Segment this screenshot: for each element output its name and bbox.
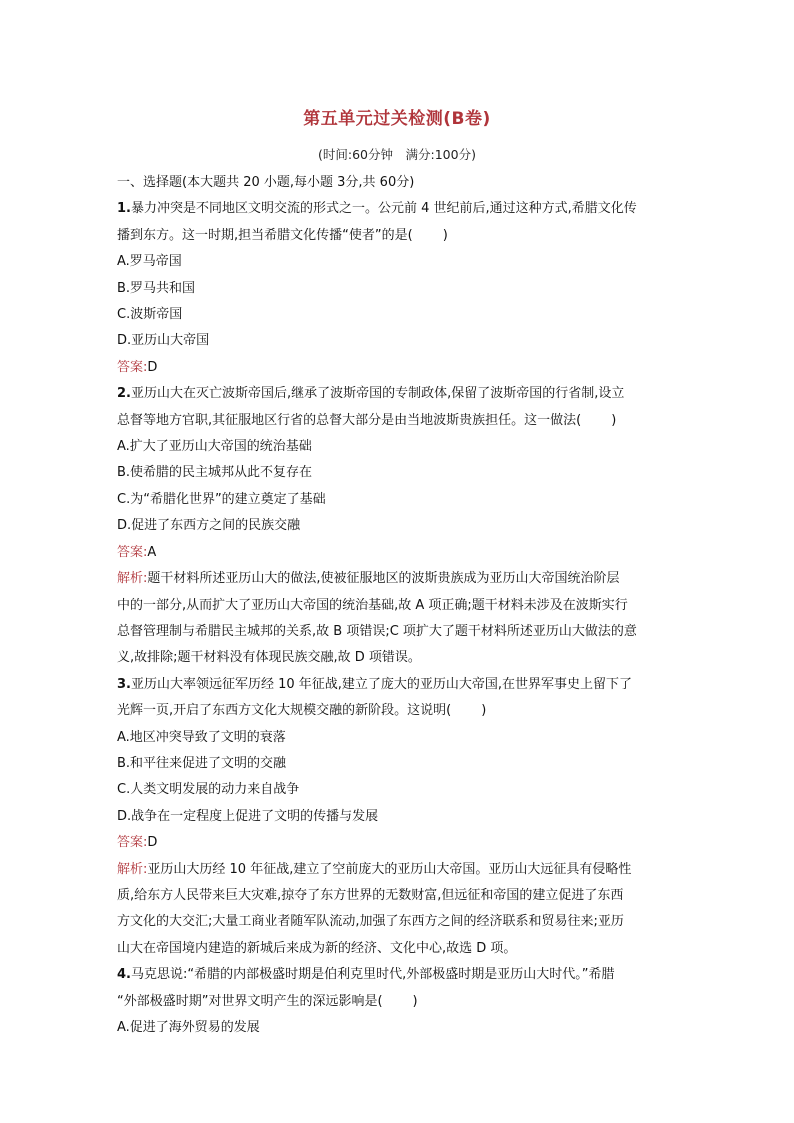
question-1-option-b: B.罗马共和国 — [117, 280, 196, 296]
analysis-label: 解析: — [117, 861, 148, 877]
answer-label: 答案: — [117, 544, 148, 560]
question-2-stem: 2.亚历山大在灭亡波斯帝国后,继承了波斯帝国的专制政体,保留了波斯帝国的行省制,设立 — [117, 386, 625, 402]
question-1-option-c: C.波斯帝国 — [117, 307, 183, 323]
question-4-stem: 4.马克思说:“希腊的内部极盛时期是伯利克里时代,外部极盛时期是亚历山大时代。”希腊 — [117, 967, 615, 983]
question-3-analysis-cont: 方文化的大交汇;大量工商业者随军队流动,加强了东西方之间的经济联系和贸易往来;亚历 — [117, 914, 624, 930]
question-number: 2. — [117, 386, 131, 402]
question-3-answer: 答案:D — [117, 835, 158, 851]
question-2-stem-cont: 总督等地方官职,其征服地区行省的总督大部分是由当地波斯贵族担任。这一做法( ) — [117, 412, 617, 428]
question-4-stem-cont: “外部极盛时期”对世界文明产生的深远影响是( ) — [117, 993, 418, 1009]
question-2-option-d: D.促进了东西方之间的民族交融 — [117, 518, 301, 534]
question-3-option-d: D.战争在一定程度上促进了文明的传播与发展 — [117, 808, 379, 824]
question-2-option-a: A.扩大了亚历山大帝国的统治基础 — [117, 439, 312, 455]
question-1-option-a: A.罗马帝国 — [117, 254, 182, 270]
question-1-stem-cont: 播到东方。这一时期,担当希腊文化传播“使者”的是( ) — [117, 227, 448, 243]
question-2-analysis-cont: 义,故排除;题干材料没有体现民族交融,故 D 项错误。 — [117, 650, 421, 666]
question-3-analysis-cont: 质,给东方人民带来巨大灾难,掠夺了东方世界的无数财富,但远征和帝国的建立促进了东西 — [117, 887, 624, 903]
question-number: 4. — [117, 967, 131, 983]
question-2-option-b: B.使希腊的民主城邦从此不复存在 — [117, 465, 313, 481]
question-3-stem-cont: 光辉一页,开启了东西方文化大规模交融的新阶段。这说明( ) — [117, 703, 487, 719]
analysis-label: 解析: — [117, 571, 148, 587]
question-3-stem: 3.亚历山大率领远征军历经 10 年征战,建立了庞大的亚历山大帝国,在世界军事史上留下了 — [117, 676, 633, 692]
section-heading: 一、选择题(本大题共 20 小题,每小题 3分,共 60分) — [117, 175, 415, 190]
question-list — [117, 170, 682, 1041]
page-title: 第五单元过关检测(B卷) — [303, 109, 491, 129]
exam-time-score: (时间:60分钟 满分:100分) — [318, 147, 476, 162]
question-1-stem: 1.暴力冲突是不同地区文明交流的形式之一。公元前 4 世纪前后,通过这种方式,希腊文化传 — [117, 201, 637, 217]
question-2-answer: 答案:A — [117, 544, 157, 560]
question-2-analysis: 解析:题干材料所述亚历山大的做法,使被征服地区的波斯贵族成为亚历山大帝国统治阶层 — [117, 571, 620, 587]
question-3-option-b: B.和平往来促进了文明的交融 — [117, 755, 287, 771]
question-3-option-a: A.地区冲突导致了文明的衰落 — [117, 729, 286, 745]
question-3-analysis-cont: 山大在帝国境内建造的新城后来成为新的经济、文化中心,故选 D 项。 — [117, 940, 517, 956]
answer-label: 答案: — [117, 359, 148, 375]
question-2-option-c: C.为“希腊化世界”的建立奠定了基础 — [117, 491, 326, 507]
answer-label: 答案: — [117, 835, 148, 851]
question-1-option-d: D.亚历山大帝国 — [117, 333, 210, 349]
question-2-analysis-cont: 中的一部分,从而扩大了亚历山大帝国的统治基础,故 A 项正确;题干材料未涉及在波斯实行 — [117, 597, 628, 613]
question-number: 1. — [117, 201, 131, 217]
question-4-option-a: A.促进了海外贸易的发展 — [117, 1020, 260, 1035]
question-1-answer: 答案:D — [117, 359, 158, 375]
question-3-option-c: C.人类文明发展的动力来自战争 — [117, 782, 300, 798]
question-2-analysis-cont: 总督管理制与希腊民主城邦的关系,故 B 项错误;C 项扩大了题干材料所述亚历山大做法的意 — [117, 623, 637, 639]
question-number: 3. — [117, 676, 131, 692]
question-3-analysis: 解析:亚历山大历经 10 年征战,建立了空前庞大的亚历山大帝国。亚历山大远征具有侵略性 — [117, 861, 632, 877]
